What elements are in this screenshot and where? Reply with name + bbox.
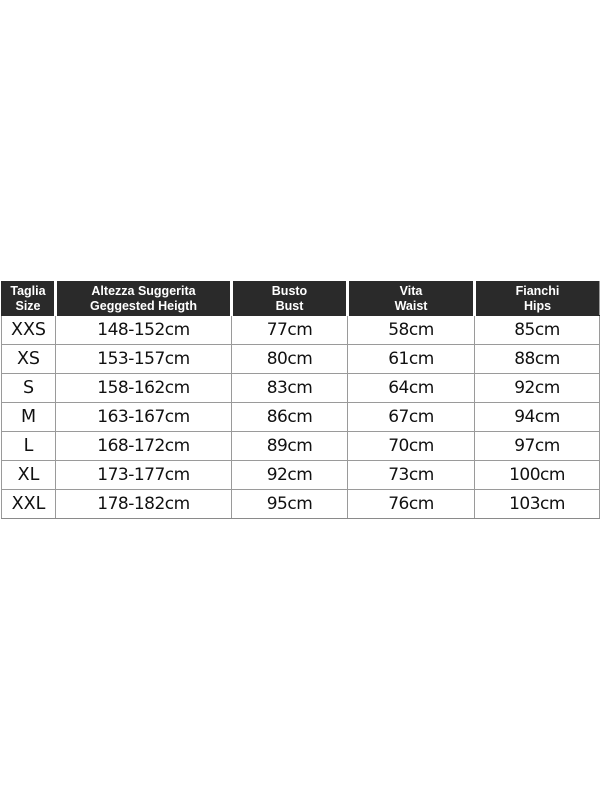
hips-cell: 103cm [475,490,600,519]
table-row [2,403,600,432]
size-cell: M [2,403,56,432]
height-cell: 173-177cm [56,461,232,490]
height-cell: 163-167cm [56,403,232,432]
waist-cell: 70cm [348,432,475,461]
size-cell: XL [2,461,56,490]
hips-cell: 85cm [475,316,600,345]
bust-cell: 83cm [232,374,348,403]
bust-cell: 95cm [232,490,348,519]
size-chart-table [1,281,600,519]
hips-cell: 100cm [475,461,600,490]
size-chart-body [2,316,600,519]
height-cell: 178-182cm [56,490,232,519]
header-bust [232,282,348,316]
waist-cell: 58cm [348,316,475,345]
size-cell: XXL [2,490,56,519]
header-waist-en: Waist [394,298,428,313]
bust-cell: 92cm [232,461,348,490]
waist-cell: 61cm [348,345,475,374]
header-bust-it: Busto [271,283,308,298]
table-row [2,461,600,490]
header-bust-en: Bust [275,298,304,313]
hips-cell: 97cm [475,432,600,461]
size-cell: XXS [2,316,56,345]
header-height [56,282,232,316]
height-cell: 153-157cm [56,345,232,374]
header-hips-it: Fianchi [515,283,560,298]
waist-cell: 76cm [348,490,475,519]
header-hips [475,282,600,316]
header-height-it: Altezza Suggerita [91,283,196,298]
header-waist-it: Vita [399,283,423,298]
header-size-it: Taglia [10,283,46,298]
header-hips-en: Hips [523,298,552,313]
header-waist [348,282,475,316]
bust-cell: 86cm [232,403,348,432]
size-chart-header [2,282,600,316]
table-row [2,374,600,403]
height-cell: 148-152cm [56,316,232,345]
header-size [2,282,56,316]
waist-cell: 67cm [348,403,475,432]
bust-cell: 80cm [232,345,348,374]
table-row [2,345,600,374]
table-row [2,490,600,519]
hips-cell: 94cm [475,403,600,432]
table-row [2,432,600,461]
waist-cell: 64cm [348,374,475,403]
size-cell: S [2,374,56,403]
header-height-en: Geggested Heigth [90,298,197,313]
hips-cell: 88cm [475,345,600,374]
bust-cell: 89cm [232,432,348,461]
size-cell: XS [2,345,56,374]
height-cell: 158-162cm [56,374,232,403]
size-cell: L [2,432,56,461]
height-cell: 168-172cm [56,432,232,461]
waist-cell: 73cm [348,461,475,490]
header-size-en: Size [15,298,41,313]
hips-cell: 92cm [475,374,600,403]
bust-cell: 77cm [232,316,348,345]
table-row [2,316,600,345]
header-row [2,282,600,316]
